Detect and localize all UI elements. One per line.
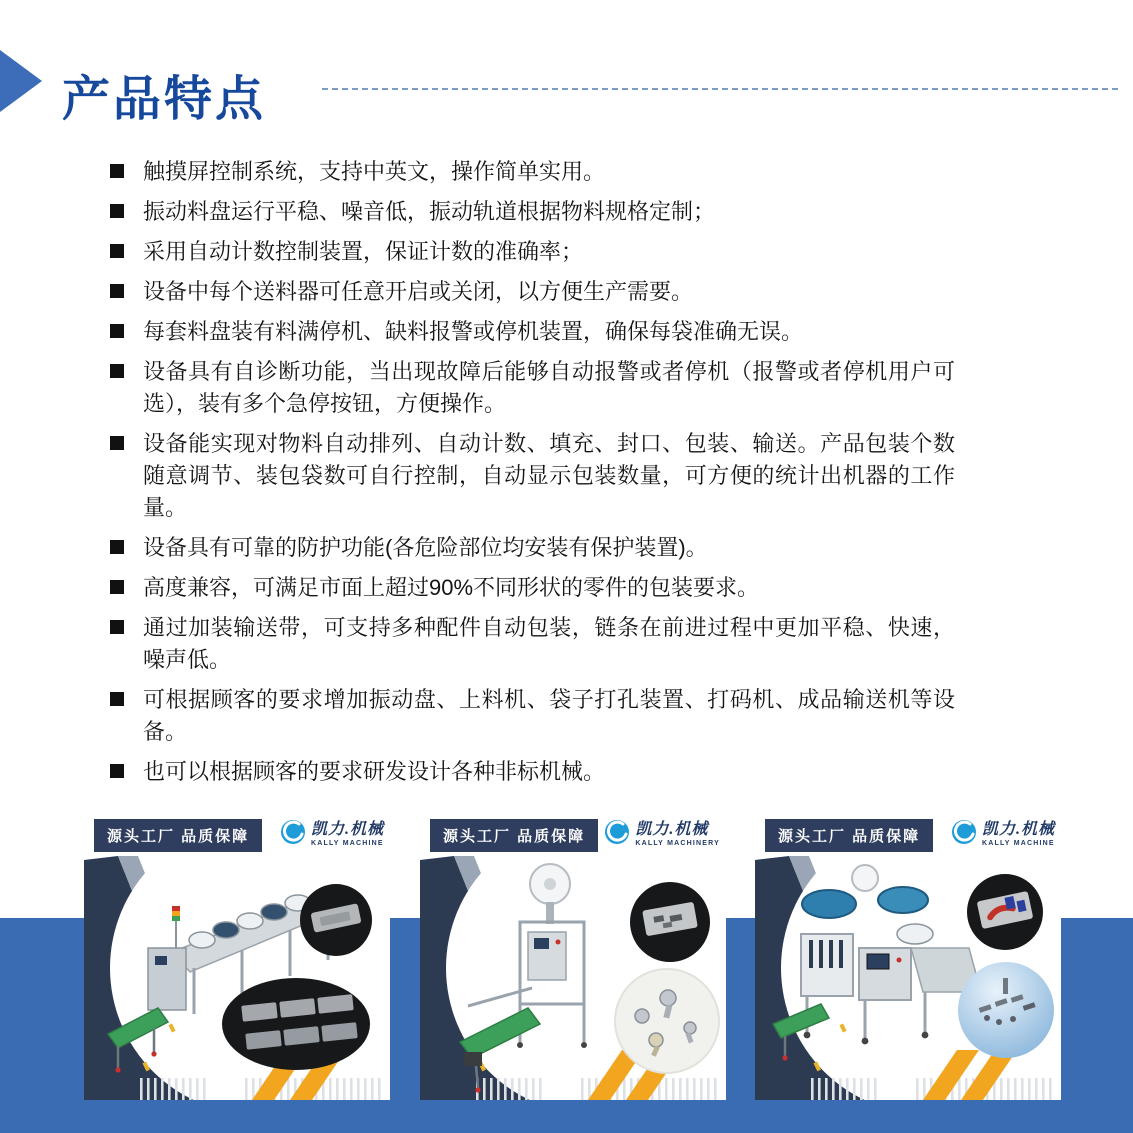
- photo-card-header: [755, 810, 1061, 856]
- feature-text: 通过加装输送带，可支持多种配件自动包装，链条在前进过程中更加平稳、快速，噪声低。: [143, 615, 955, 672]
- feature-text: 设备具有可靠的防护功能(各危险部位均安装有保护装置)。: [143, 535, 708, 560]
- brand-swirl-icon: [951, 819, 977, 845]
- inset-photo-bag: [630, 882, 710, 962]
- product-photo-card: [755, 810, 1061, 1100]
- feature-text: 高度兼容，可满足市面上超过90%不同形状的零件的包装要求。: [143, 575, 760, 600]
- brand-swirl-icon: [280, 819, 306, 845]
- feature-item: [110, 684, 955, 748]
- feature-item: [110, 532, 955, 564]
- brand-logo: [951, 816, 1055, 847]
- feature-item: [110, 156, 955, 188]
- brand-name-en: KALLY MACHINE: [310, 840, 384, 847]
- feature-list: [110, 156, 955, 796]
- inset-photo-bag-strips: [222, 978, 370, 1070]
- brand-swirl-icon: [604, 819, 630, 845]
- feature-item: [110, 356, 955, 420]
- bullet-square-icon: [110, 204, 124, 218]
- brand-text: [311, 816, 384, 847]
- quality-badge: 源头工厂 品质保障: [765, 819, 933, 852]
- bullet-square-icon: [110, 364, 124, 378]
- bar-pattern: [811, 1078, 881, 1100]
- feature-text: 也可以根据顾客的要求研发设计各种非标机械。: [143, 759, 606, 784]
- inset-photo-screws: [615, 969, 719, 1073]
- quality-badge: 源头工厂 品质保障: [94, 819, 262, 852]
- feature-text: 每套料盘装有料满停机、缺料报警或停机装置，确保每袋准确无误。: [143, 319, 804, 344]
- feature-text: 设备中每个送料器可任意开启或关闭，以方便生产需要。: [143, 279, 694, 304]
- feature-item: [110, 316, 955, 348]
- brand-logo: [280, 816, 384, 847]
- brand-name-cn: 凯力.机械: [981, 821, 1055, 838]
- brand-logo: [604, 816, 720, 847]
- bullet-square-icon: [110, 244, 124, 258]
- inset-photo-bag: [300, 884, 372, 956]
- feature-text: 设备具有自诊断功能，当出现故障后能够自动报警或者停机（报警或者停机用户可选），装有多个急停按钮，方便操作。: [143, 359, 955, 416]
- section-arrow-icon: [0, 50, 42, 112]
- machine-photo-illustration: [755, 856, 1061, 1100]
- feature-text: 采用自动计数控制装置，保证计数的准确率；: [143, 239, 584, 264]
- brand-text: [635, 816, 720, 847]
- feature-item: [110, 276, 955, 308]
- bullet-square-icon: [110, 436, 124, 450]
- bar-pattern: [140, 1078, 210, 1100]
- inset-photo-metal-parts: [958, 962, 1054, 1058]
- feature-text: 振动料盘运行平稳、噪音低，振动轨道根据物料规格定制；: [143, 199, 716, 224]
- bullet-square-icon: [110, 620, 124, 634]
- product-photo-card: [84, 810, 390, 1100]
- bullet-square-icon: [110, 764, 124, 778]
- feature-item: [110, 572, 955, 604]
- photo-card-header: [420, 810, 726, 856]
- feature-text: 可根据顾客的要求增加振动盘、上料机、袋子打孔装置、打码机、成品输送机等设备。: [143, 687, 955, 744]
- feature-item: [110, 196, 955, 228]
- product-photo-card: [420, 810, 726, 1100]
- feature-text: 设备能实现对物料自动排列、自动计数、填充、封口、包装、输送。产品包装个数随意调节、装包袋数可自行控制，自动显示包装数量，可方便的统计出机器的工作量。: [143, 431, 955, 520]
- brand-name-en: KALLY MACHINE: [981, 840, 1055, 847]
- bullet-square-icon: [110, 284, 124, 298]
- bullet-square-icon: [110, 540, 124, 554]
- bar-pattern: [476, 1078, 546, 1100]
- feature-item: [110, 236, 955, 268]
- feature-item: [110, 428, 955, 524]
- bullet-square-icon: [110, 692, 124, 706]
- feature-text: 触摸屏控制系统，支持中英文，操作简单实用。: [143, 159, 606, 184]
- bullet-square-icon: [110, 324, 124, 338]
- inset-photo-bag: [967, 874, 1043, 950]
- brand-name-cn: 凯力.机械: [310, 821, 384, 838]
- photo-card-header: [84, 810, 390, 856]
- feature-item: [110, 612, 955, 676]
- header-dashed-line: [322, 88, 1118, 90]
- page-title: 产品特点: [62, 73, 267, 126]
- quality-badge: 源头工厂 品质保障: [430, 819, 598, 852]
- bullet-square-icon: [110, 580, 124, 594]
- machine-photo-illustration: [84, 856, 390, 1100]
- machine-photo-illustration: [420, 856, 726, 1100]
- brand-text: [982, 816, 1055, 847]
- brand-name-en: KALLY MACHINERY: [635, 840, 720, 847]
- brand-name-cn: 凯力.机械: [635, 821, 709, 838]
- feature-item: [110, 756, 955, 788]
- bullet-square-icon: [110, 164, 124, 178]
